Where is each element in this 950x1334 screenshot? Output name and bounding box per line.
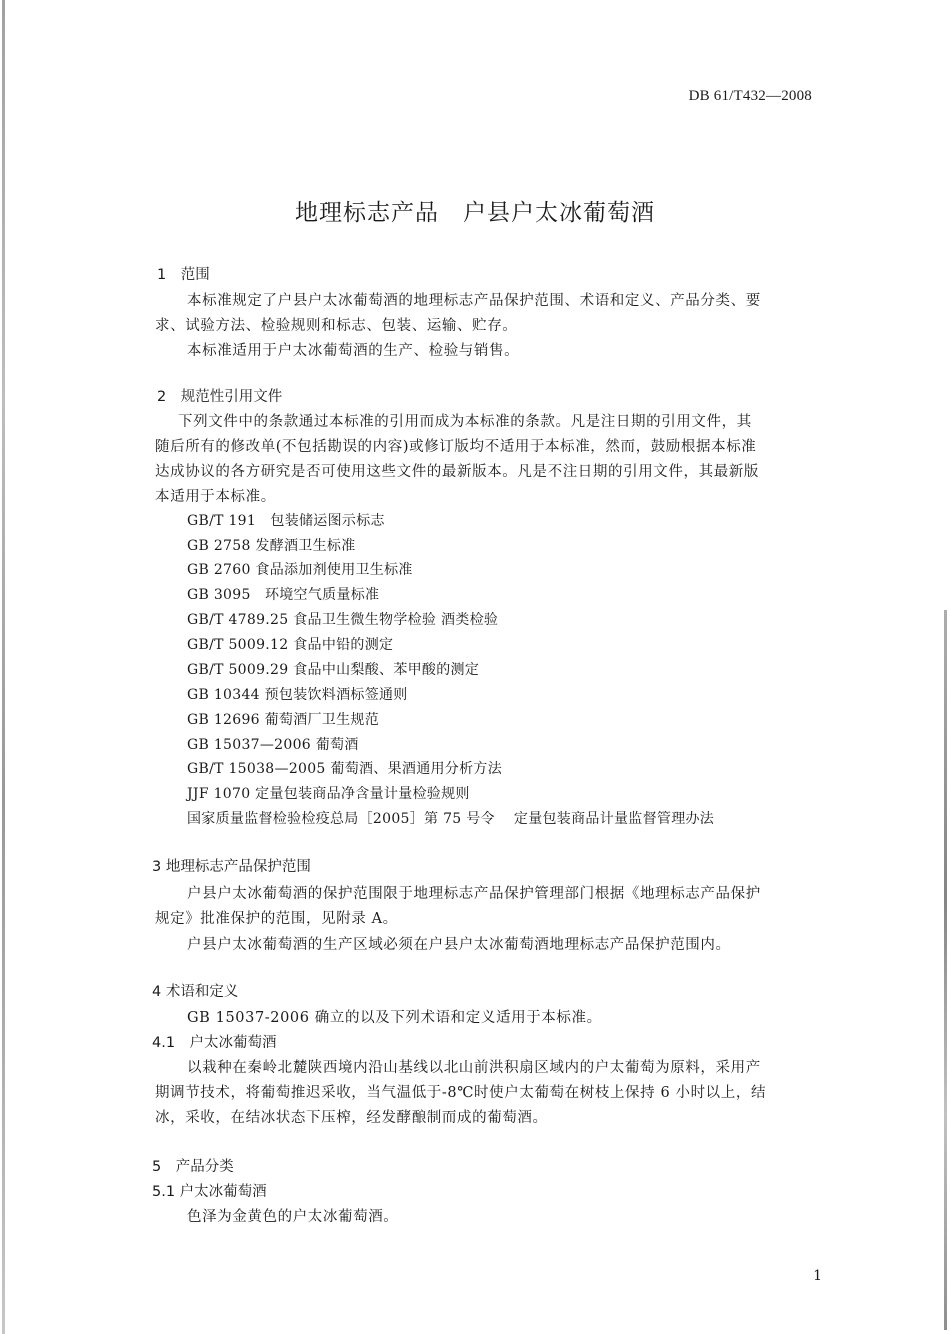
document-id: DB 61/T432—2008 [688,88,812,104]
page-title: 地理标志产品 户县户太冰葡萄酒 [295,200,655,226]
reference-item: GB 2758 发酵酒卫生标准 [187,538,356,554]
paragraph-line: 求、试验方法、检验规则和标志、包装、运输、贮存。 [155,318,518,334]
paragraph-line: GB 15037-2006 确立的以及下列术语和定义适用于本标准。 [187,1010,602,1026]
reference-item: GB/T 4789.25 食品卫生微生物学检验 酒类检验 [187,612,499,628]
scan-edge-right [944,610,947,1330]
reference-item: 国家质量监督检验检疫总局［2005］第 75 号令 定量包装商品计量监督管理办法 [187,811,715,827]
reference-item: GB 15037—2006 葡萄酒 [187,737,359,753]
paragraph-line: 本适用于本标准。 [155,489,276,505]
paragraph-line: 期调节技术，将葡萄推迟采收，当气温低于-8℃时使户太葡萄在树枝上保持 6 小时以上，结 [155,1085,767,1101]
paragraph-line: 以栽种在秦岭北麓陕西境内沿山基线以北山前洪积扇区域内的户太葡萄为原料，采用产 [187,1060,761,1076]
paragraph-line: 户县户太冰葡萄酒的保护范围限于地理标志产品保护管理部门根据《地理标志产品保护 [187,886,761,902]
reference-item: GB/T 5009.12 食品中铅的测定 [187,637,394,653]
reference-item: GB 10344 预包装饮料酒标签通则 [187,687,408,703]
reference-item: GB/T 15038—2005 葡萄酒、果酒通用分析方法 [187,761,502,777]
reference-item: GB 12696 葡萄酒厂卫生规范 [187,712,380,728]
paragraph-line: 冰，采收，在结冰状态下压榨，经发酵酿制而成的葡萄酒。 [155,1110,548,1126]
reference-item: GB 3095 环境空气质量标准 [187,587,380,603]
paragraph-line: 下列文件中的条款通过本标准的引用而成为本标准的条款。凡是注日期的引用文件，其 [178,414,752,430]
paragraph-line: 规定》批准保护的范围，见附录 A。 [155,911,398,927]
subsection-5-1-heading: 5.1 户太冰葡萄酒 [152,1184,267,1200]
paragraph-line: 本标准规定了户县户太冰葡萄酒的地理标志产品保护范围、术语和定义、产品分类、要 [187,293,761,309]
section-1-heading: 1 范围 [157,267,210,283]
reference-item: GB 2760 食品添加剂使用卫生标准 [187,562,413,578]
paragraph-line: 本标准适用于户太冰葡萄酒的生产、检验与销售。 [187,343,520,359]
section-4-heading: 4 术语和定义 [152,984,239,1000]
reference-item: JJF 1070 定量包装商品净含量计量检验规则 [187,786,470,802]
reference-item: GB/T 191 包装储运图示标志 [187,513,385,529]
reference-item: GB/T 5009.29 食品中山梨酸、苯甲酸的测定 [187,662,480,678]
paragraph-line: 色泽为金黄色的户太冰葡萄酒。 [187,1209,399,1225]
page-number: 1 [813,1268,822,1284]
subsection-4-1-heading: 4.1 户太冰葡萄酒 [152,1035,277,1051]
section-5-heading: 5 产品分类 [152,1159,234,1175]
paragraph-line: 随后所有的修改单(不包括勘误的内容)或修订版均不适用于本标准，然而，鼓励根据本标准 [155,439,757,455]
paragraph-line: 户县户太冰葡萄酒的生产区域必须在户县户太冰葡萄酒地理标志产品保护范围内。 [187,937,731,953]
section-3-heading: 3 地理标志产品保护范围 [152,859,311,875]
paragraph-line: 达成协议的各方研究是否可使用这些文件的最新版本。凡是不注日期的引用文件，其最新版 [155,464,759,480]
section-2-heading: 2 规范性引用文件 [157,389,283,405]
